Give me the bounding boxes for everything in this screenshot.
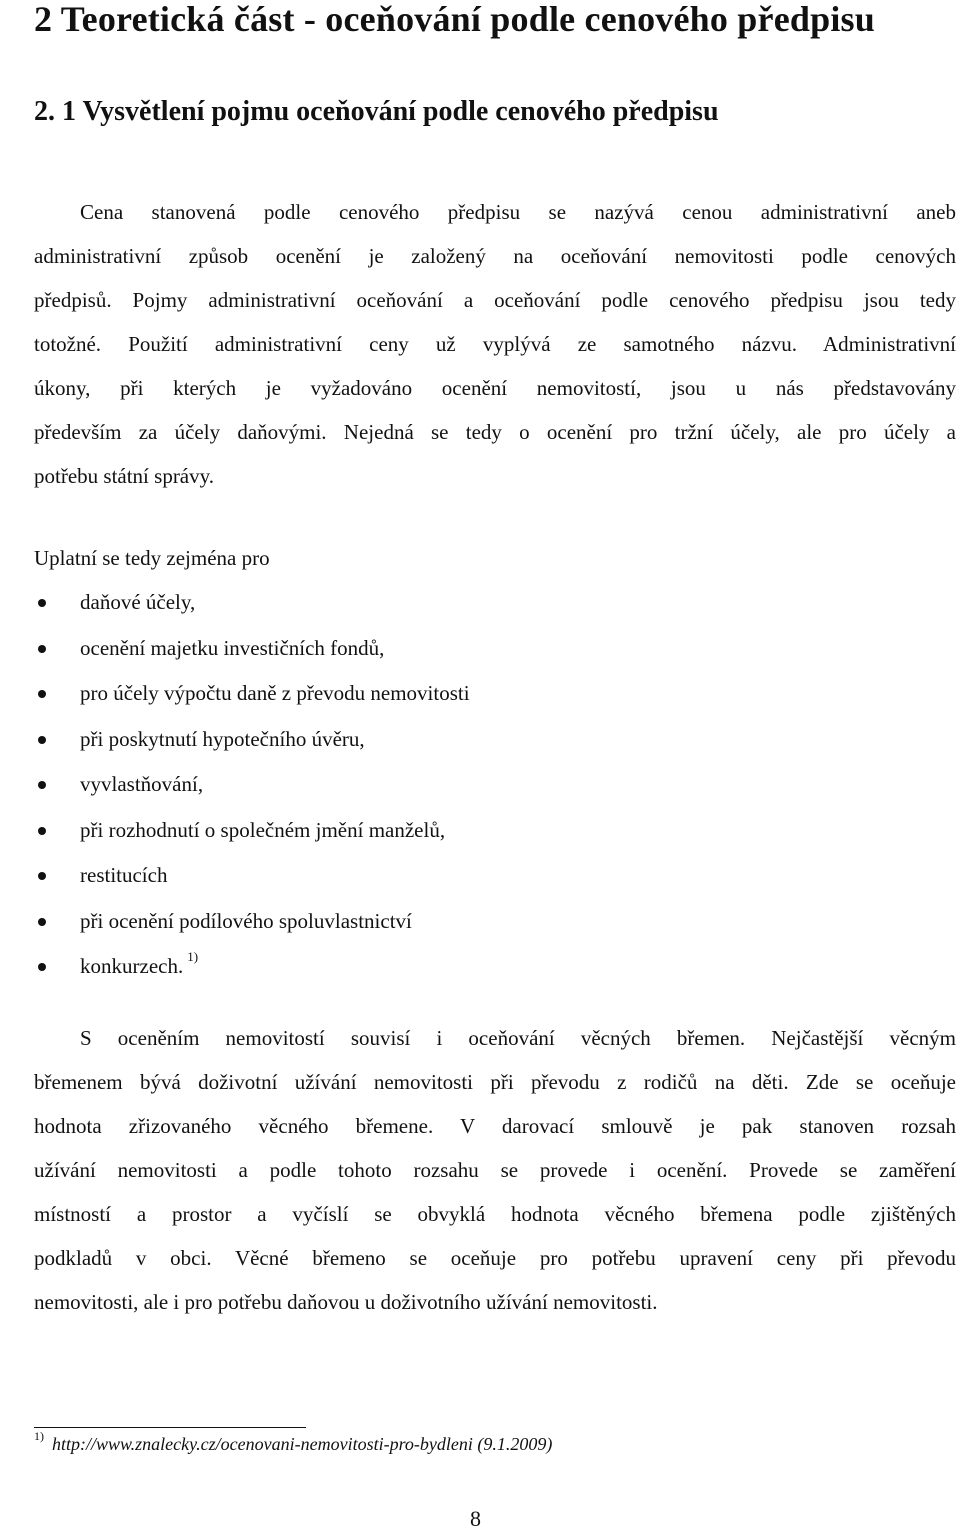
bullet-icon [38,827,46,835]
list-item: vyvlastňování, [34,762,734,808]
text-line: administrativní způsob ocenění je založený na oceňování nemovitosti podle cenových [34,244,956,268]
text-line: Cena stanovená podle cenového předpisu se nazývá cenou administrativní aneb [80,200,956,224]
paragraph-definition [34,190,956,498]
list-item: pro účely výpočtu daně z převodu nemovitosti [34,671,734,717]
usage-list [34,580,734,990]
page-number: 8 [470,1506,481,1531]
bullet-icon [38,872,46,880]
bullet-icon [38,736,46,744]
bullet-icon [38,645,46,653]
paragraph-easements [34,1016,956,1324]
bullet-icon [38,599,46,607]
bullet-icon [38,963,46,971]
text-line: potřebu státní správy. [34,464,215,488]
section-heading: 2. 1 Vysvětlení pojmu oceňování podle cenového předpisu [34,96,719,127]
list-item: daňové účely, [34,580,734,626]
text-line: hodnota zřizovaného věcného břemene. V darovací smlouvě je pak stanoven rozsah [34,1114,956,1138]
list-item: při poskytnutí hypotečního úvěru, [34,717,734,763]
text-line: místností a prostor a vyčíslí se obvyklá hodnota věcného břemena podle zjištěných [34,1202,956,1226]
intro-line: Uplatní se tedy zejména pro [34,546,270,570]
list-item: konkurzech. $^{1)}$ [34,944,734,990]
list-item: při ocenění podílového spoluvlastnictví [34,899,734,945]
list-item: při rozhodnutí o společném jmění manželů, [34,808,734,854]
text-line: nemovitosti, ale i pro potřebu daňovou u doživotního užívání nemovitosti. [34,1290,658,1314]
text-line: S oceněním nemovitostí souvisí i oceňování věcných břemen. Nejčastější věcným [80,1026,956,1050]
footnote-reference: 1) [187,949,199,964]
text-line: břemenem bývá doživotní užívání nemovitosti při převodu z rodičů na děti. Zde se oceňuje [34,1070,956,1094]
footnote-link[interactable]: http://www.znalecky.cz/ocenovani-nemovitosti-pro-bydleni (9.1.2009) [52,1434,553,1454]
bullet-icon [38,690,46,698]
chapter-heading: 2 Teoretická část - oceňování podle cenového předpisu [34,0,875,39]
footnote-divider [34,1427,306,1428]
text-line: užívání nemovitosti a podle tohoto rozsahu se provede i ocenění. Provede se zaměření [34,1158,956,1182]
footnote [34,1429,553,1455]
bullet-icon [38,918,46,926]
bullet-icon [38,781,46,789]
text-line: předpisů. Pojmy administrativní oceňování a oceňování podle cenového předpisu jsou tedy [34,288,956,312]
text-line: především za účely daňovými. Nejedná se tedy o ocenění pro tržní účely, ale pro účely a [34,420,956,444]
list-item: restitucích [34,853,734,899]
footnote-mark: 1) [34,1429,44,1443]
text-line: úkony, při kterých je vyžadováno ocenění nemovitostí, jsou u nás představovány [34,376,956,400]
text-line: podkladů v obci. Věcné břemeno se oceňuje pro potřebu upravení ceny při převodu [34,1246,956,1270]
text-line: totožné. Použití administrativní ceny už vyplývá ze samotného názvu. Administrativní [34,332,956,356]
list-item: ocenění majetku investičních fondů, [34,626,734,672]
